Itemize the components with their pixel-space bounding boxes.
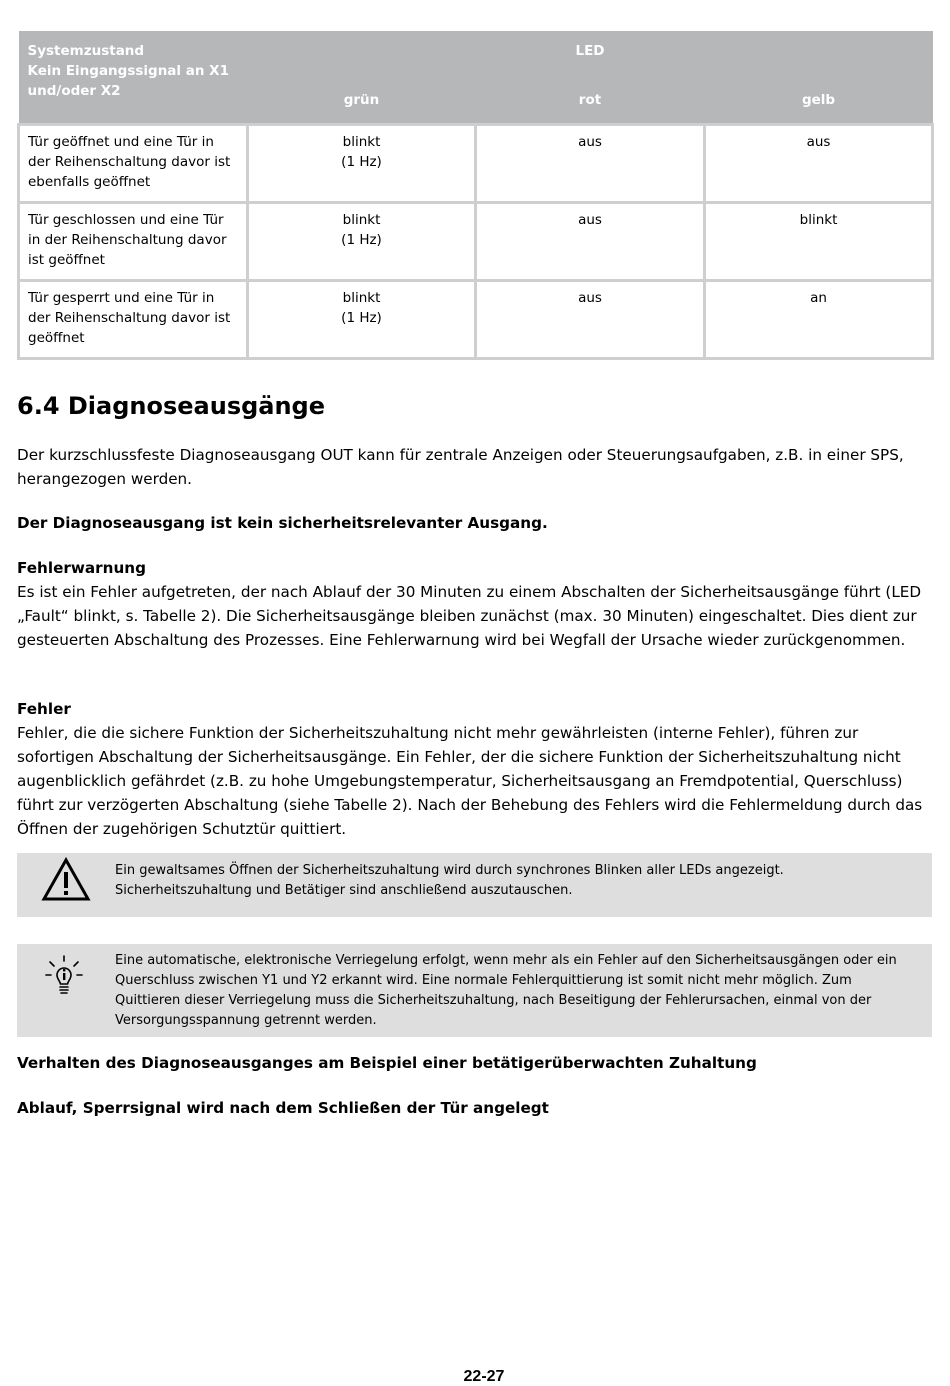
page-number: 22-27 <box>463 1368 505 1385</box>
sequence-heading: Ablauf, Sperrsignal wird nach dem Schließen der Tür angelegt <box>17 1099 549 1117</box>
info-notice <box>17 944 932 1037</box>
cell-gruen-freq: (1 Hz) <box>341 310 382 326</box>
fehler-text: Fehler, die die sichere Funktion der Sicherheitszuhaltung nicht mehr gewährleisten (interne Fehler), führen zur sofortigen Abschaltung der Sicherheitsausgänge. Ein Fehler, der die sichere Funktion der Sicherheitszuhaltung nicht augenblicklich gefährdet (z.B. zu hohe Umgebungstemperatur, Sicherheitsausgang an Fremdpotential, Querschluss) führt zur verzögerten Abschaltung (siehe Tabelle 2). Nach der Behebung des Fehlers wird die Fehlermeldung durch das Öffnen der zugehörigen Schutztür quittiert. <box>17 724 923 838</box>
table-row <box>19 281 933 359</box>
cell-state: Tür geöffnet und eine Tür in der Reihenschaltung davor ist ebenfalls geöffnet <box>19 125 248 203</box>
cell-gelb: an <box>705 281 933 359</box>
header-rot: rot <box>578 92 602 108</box>
warning-triangle-icon <box>41 857 91 907</box>
table-row <box>19 203 933 281</box>
cell-rot: aus <box>476 125 705 203</box>
cell-state: Tür gesperrt und eine Tür in der Reihenschaltung davor ist geöffnet <box>19 281 248 359</box>
fehlerwarnung-title: Fehlerwarnung <box>17 559 146 577</box>
info-notice-text: Eine automatische, elektronische Verriegelung erfolgt, wenn mehr als ein Fehler auf den Sicherheitsausgängen oder ein Querschluss zwischen Y1 und Y2 erkannt wird. Eine normale Fehlerquittierung ist somit nicht mehr möglich. Zum Quittieren dieser Verriegelung muss die Sicherheitszuhaltung, nach Beseitigung der Fehlerursachen, einmal von der Versorgungsspannung getrennt werden. <box>115 953 897 1028</box>
header-led-label: LED <box>575 43 605 59</box>
cell-rot: aus <box>476 203 705 281</box>
fehler-title: Fehler <box>17 700 71 718</box>
cell-gruen-freq: (1 Hz) <box>341 232 382 248</box>
intro-paragraph: Der kurzschlussfeste Diagnoseausgang OUT kann für zentrale Anzeigen oder Steuerungsaufgaben, z.B. in einer SPS, herangezogen werden. <box>17 446 904 488</box>
cell-gelb: blinkt <box>705 203 933 281</box>
safety-note-bold: Der Diagnoseausgang ist kein sicherheitsrelevanter Ausgang. <box>17 514 548 532</box>
cell-gruen-value: blinkt <box>342 290 381 306</box>
warning-notice <box>17 853 932 917</box>
cell-gruen-value: blinkt <box>342 212 381 228</box>
cell-gelb: aus <box>705 125 933 203</box>
cell-gruen-freq: (1 Hz) <box>341 154 382 170</box>
cell-gruen <box>248 281 476 359</box>
header-gelb: gelb <box>801 92 836 108</box>
header-line: Systemzustand <box>27 43 145 59</box>
section-heading: 6.4 Diagnoseausgänge <box>17 392 326 420</box>
header-system-state <box>19 31 248 125</box>
table-row <box>19 125 933 203</box>
header-led-group <box>248 31 933 125</box>
warning-notice-text: Ein gewaltsames Öffnen der Sicherheitszuhaltung wird durch synchrones Blinken aller LEDs angezeigt. Sicherheitszuhaltung und Betätiger sind anschließend auszutauschen. <box>115 863 784 898</box>
cell-state: Tür geschlossen und eine Tür in der Reihenschaltung davor ist geöffnet <box>19 203 248 281</box>
cell-rot: aus <box>476 281 705 359</box>
header-line: und/oder X2 <box>27 83 121 99</box>
cell-gruen-value: blinkt <box>342 134 381 150</box>
info-bulb-icon <box>44 954 84 1002</box>
cell-gruen <box>248 203 476 281</box>
behavior-heading: Verhalten des Diagnoseausganges am Beispiel einer betätigerüberwachten Zuhaltung <box>17 1054 757 1072</box>
header-gruen: grün <box>343 92 380 108</box>
cell-gruen <box>248 125 476 203</box>
fehlerwarnung-text: Es ist ein Fehler aufgetreten, der nach Ablauf der 30 Minuten zu einem Abschalten der Sicherheitsausgänge führt (LED „Fault“ blinkt, s. Tabelle 2). Die Sicherheitsausgänge bleiben zunächst (max. 30 Minuten) eingeschaltet. Dies dient zur gesteuerten Abschaltung des Prozesses. Eine Fehlerwarnung wird bei Wegfall der Ursache wieder zurückgenommen. <box>17 583 922 649</box>
led-status-table <box>17 31 934 360</box>
header-line: Kein Eingangssignal an X1 <box>27 63 229 79</box>
